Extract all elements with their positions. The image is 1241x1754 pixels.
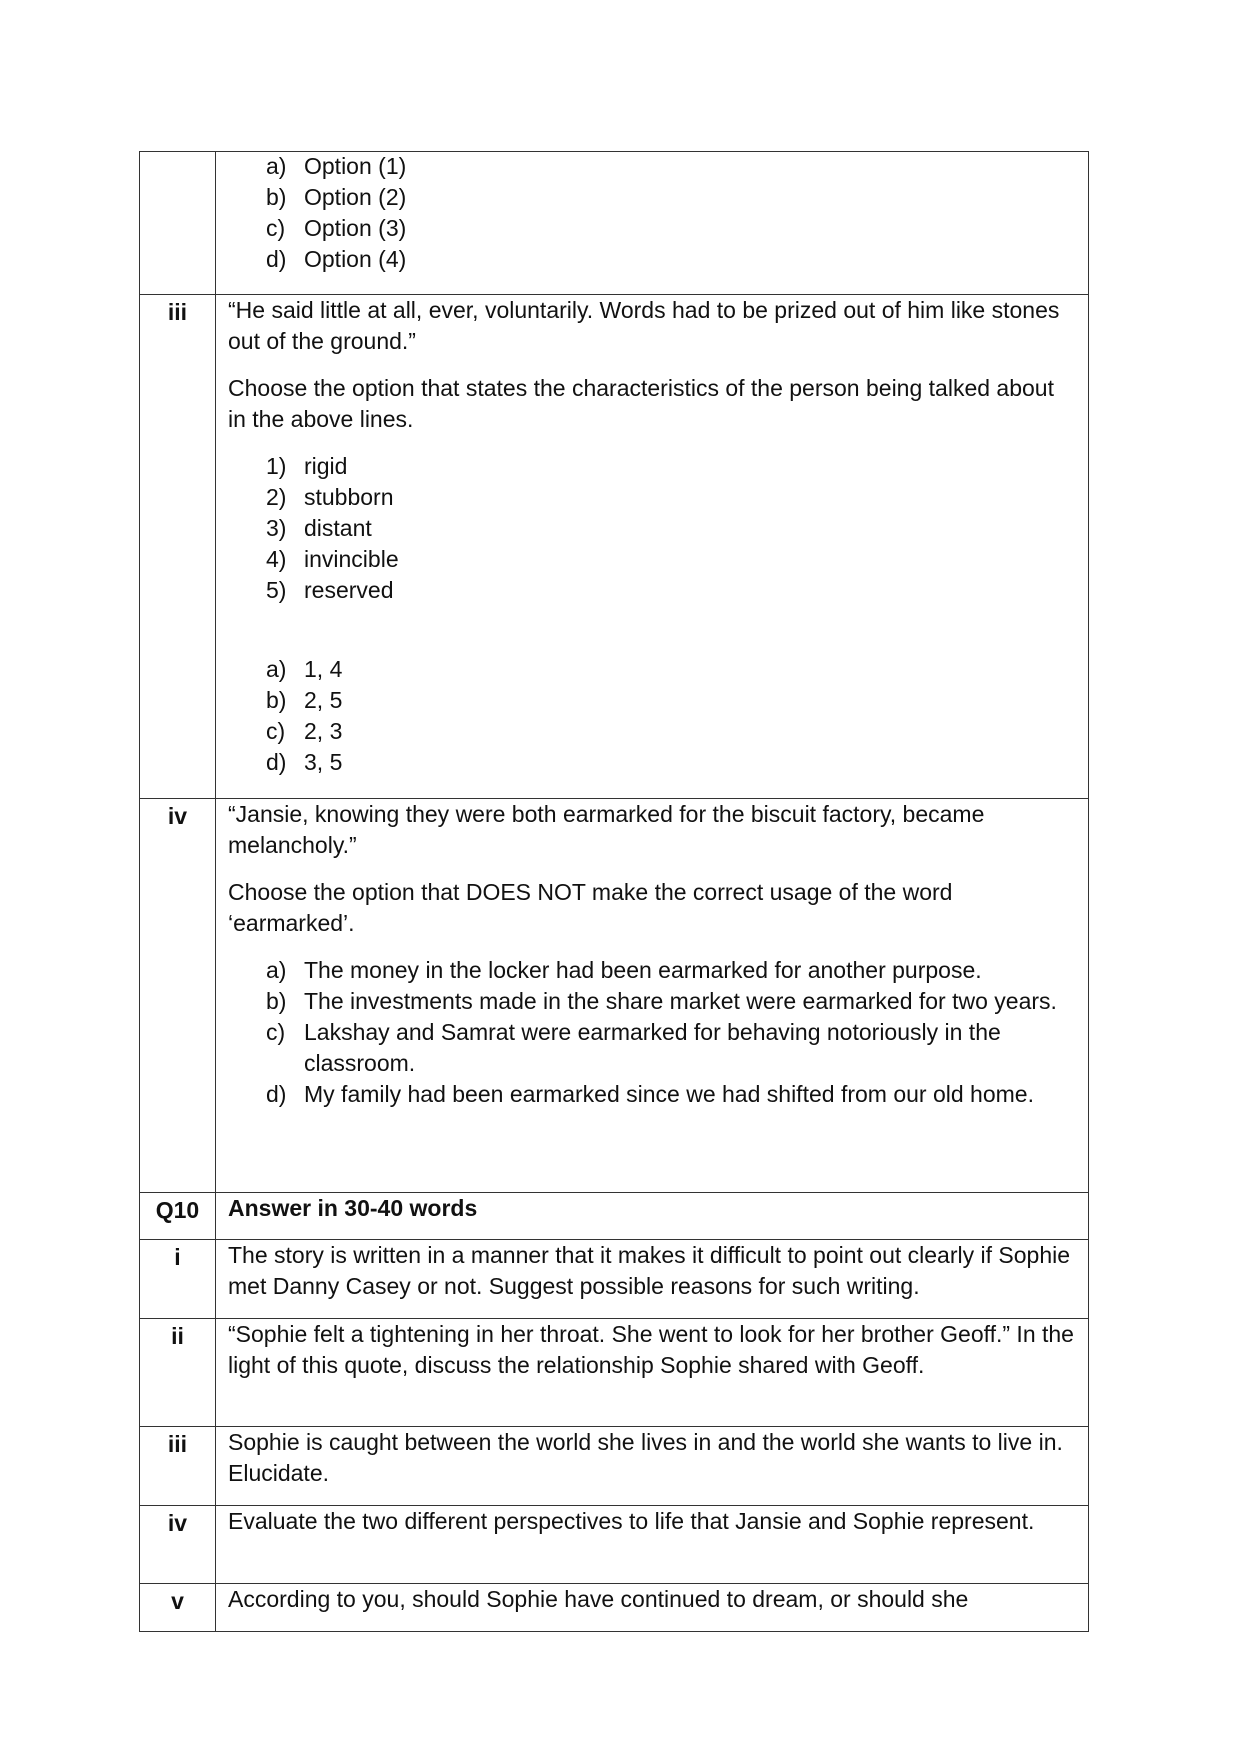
question-number-cell: Q10 bbox=[140, 1193, 216, 1240]
question-number-cell: iii bbox=[140, 295, 216, 799]
list-item: 5) reserved bbox=[266, 577, 394, 603]
list-item: b) The investments made in the share market were earmarked for two years. bbox=[266, 988, 1057, 1014]
question-number-cell: v bbox=[140, 1584, 216, 1632]
list-item: a) Option (1) bbox=[266, 153, 407, 179]
section-heading: Answer in 30-40 words bbox=[216, 1193, 1089, 1240]
question-text: “Sophie felt a tightening in her throat. She went to look for her brother Geoff.” In the light of this quote, discuss the relationship Sophie shared with Geoff. bbox=[216, 1319, 1089, 1427]
table-row bbox=[140, 295, 1089, 799]
question-number-cell bbox=[140, 152, 216, 295]
list-item: a) 1, 4 bbox=[266, 656, 343, 682]
question-number-cell: ii bbox=[140, 1319, 216, 1427]
question-text: According to you, should Sophie have continued to dream, or should she bbox=[216, 1584, 1089, 1632]
option-list bbox=[228, 151, 1074, 275]
list-item: d) Option (4) bbox=[266, 246, 407, 272]
list-item: c) Option (3) bbox=[266, 215, 407, 241]
question-body-cell bbox=[216, 295, 1089, 799]
question-prompt: Choose the option that states the characteristics of the person being talked about in the above lines. bbox=[228, 375, 1054, 432]
question-number-cell: i bbox=[140, 1240, 216, 1319]
list-item: b) Option (2) bbox=[266, 184, 407, 210]
table-row bbox=[140, 1584, 1089, 1632]
table-row bbox=[140, 152, 1089, 295]
question-prompt: Choose the option that DOES NOT make the correct usage of the word ‘earmarked’. bbox=[228, 879, 953, 936]
list-item: a) The money in the locker had been earmarked for another purpose. bbox=[266, 957, 982, 983]
question-text: Sophie is caught between the world she lives in and the world she wants to live in. Elucidate. bbox=[216, 1427, 1089, 1506]
question-text: Evaluate the two different perspectives to life that Jansie and Sophie represent. bbox=[216, 1506, 1089, 1584]
list-item: 4) invincible bbox=[266, 546, 399, 572]
list-item: 2) stubborn bbox=[266, 484, 394, 510]
list-item: b) 2, 5 bbox=[266, 687, 343, 713]
question-number-cell: iv bbox=[140, 1506, 216, 1584]
list-item: c) Lakshay and Samrat were earmarked for behaving notoriously in the classroom. bbox=[266, 1019, 1001, 1076]
list-item: d) My family had been earmarked since we had shifted from our old home. bbox=[266, 1081, 1034, 1107]
table-row bbox=[140, 799, 1089, 1193]
question-body-cell bbox=[216, 799, 1089, 1193]
option-list bbox=[228, 654, 1074, 778]
table-row bbox=[140, 1240, 1089, 1319]
question-text: The story is written in a manner that it makes it difficult to point out clearly if Sophie met Danny Casey or not. Suggest possible reasons for such writing. bbox=[216, 1240, 1089, 1319]
question-number-cell: iii bbox=[140, 1427, 216, 1506]
trait-list bbox=[228, 451, 1074, 606]
table-row bbox=[140, 1506, 1089, 1584]
list-item: 1) rigid bbox=[266, 453, 348, 479]
list-item: d) 3, 5 bbox=[266, 749, 343, 775]
option-list bbox=[228, 955, 1074, 1110]
list-item: c) 2, 3 bbox=[266, 718, 343, 744]
question-quote: “He said little at all, ever, voluntarily. Words had to be prized out of him like stones out of the ground.” bbox=[228, 297, 1060, 354]
question-quote: “Jansie, knowing they were both earmarked for the biscuit factory, became melancholy.” bbox=[228, 801, 985, 858]
table-row bbox=[140, 1193, 1089, 1240]
table-row bbox=[140, 1427, 1089, 1506]
list-item: 3) distant bbox=[266, 515, 372, 541]
question-body-cell bbox=[216, 152, 1089, 295]
table-row bbox=[140, 1319, 1089, 1427]
question-number-cell: iv bbox=[140, 799, 216, 1193]
question-table bbox=[139, 151, 1089, 1632]
